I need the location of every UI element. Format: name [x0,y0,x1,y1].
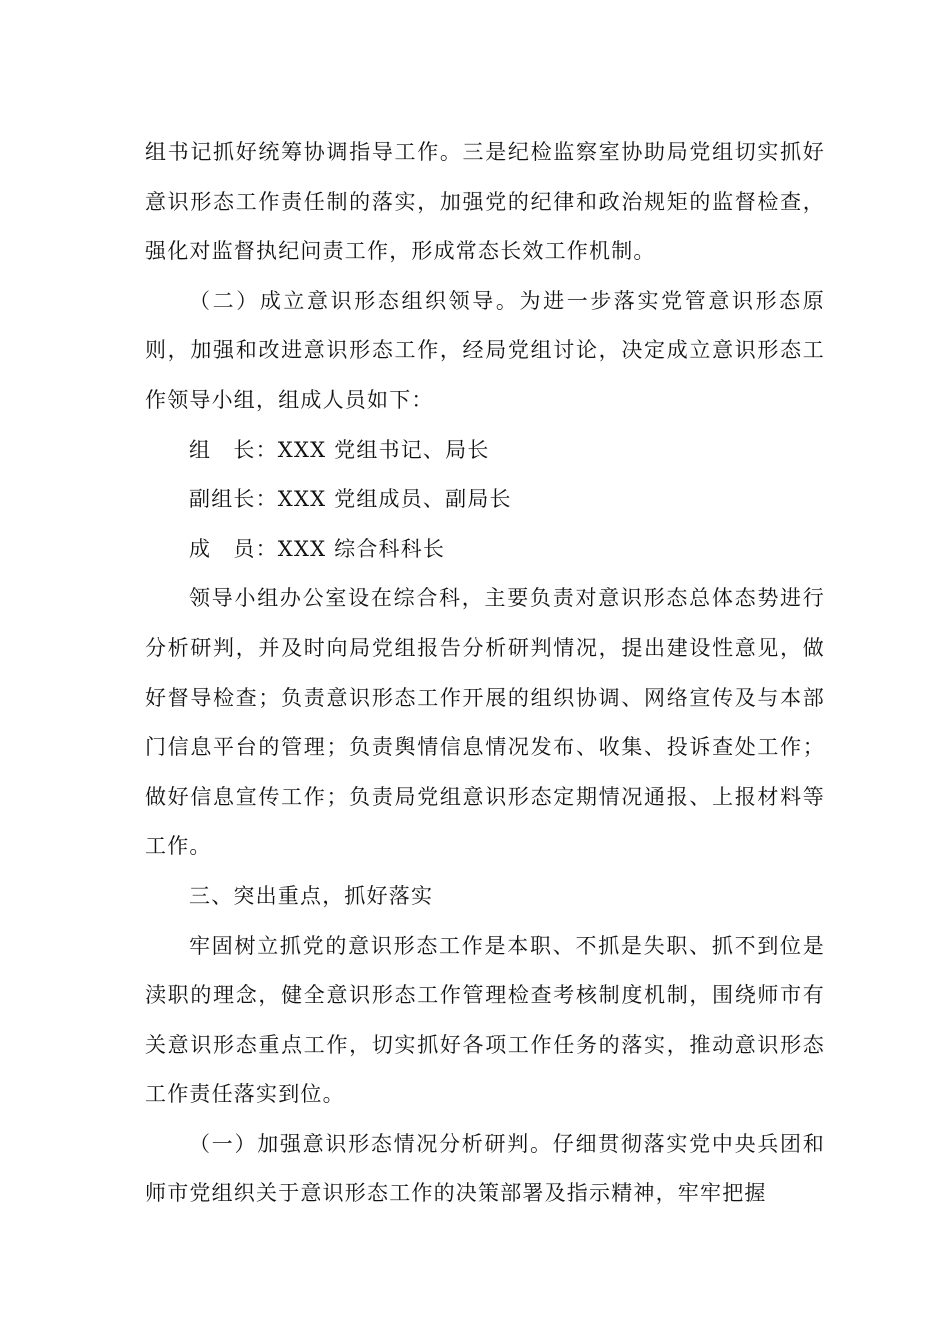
paragraph-continuation: 组书记抓好统筹协调指导工作。三是纪检监察室协助局党组切实抓好意识形态工作责任制的落实，加强党的纪律和政治规矩的监督检查，强化对监督执纪问责工作，形成常态长效工作机制。 [145,140,825,264]
paragraph-office-duties: 领导小组办公室设在综合科，主要负责对意识形态总体态势进行分析研判，并及时向局党组报告分析研判情况，提出建设性意见，做好督导检查；负责意识形态工作开展的组织协调、网络宣传及与本部门信息平台的管理；负责舆情信息情况发布、收集、投诉查处工作；做好信息宣传工作；负责局党组意识形态定期情况通报、上报材料等工作。 [145,586,825,859]
member-deputy-leader: 副组长：XXX 党组成员、副局长 [189,487,512,512]
paragraph-section-2-heading: （二）成立意识形态组织领导。为进一步落实党管意识形态原则，加强和改进意识形态工作，经局党组讨论，决定成立意识形态工作领导小组，组成人员如下： [145,288,825,412]
document-body [145,128,825,1219]
member-staff: 成 员：XXX 综合科科长 [189,536,446,561]
paragraph-section-three-body: 牢固树立抓党的意识形态工作是本职、不抓是失职、抓不到位是渎职的理念，健全意识形态工作管理检查考核制度机制，围绕师市有关意识形态重点工作，切实抓好各项工作任务的落实，推动意识形态工作责任落实到位。 [145,933,825,1107]
member-leader: 组 长：XXX 党组书记、局长 [189,437,490,462]
paragraph-subsection-one: （一）加强意识形态情况分析研判。仔细贯彻落实党中央兵团和师市党组织关于意识形态工作的决策部署及指示精神，牢牢把握 [145,1131,825,1206]
section-heading-three: 三、突出重点，抓好落实 [189,883,434,908]
